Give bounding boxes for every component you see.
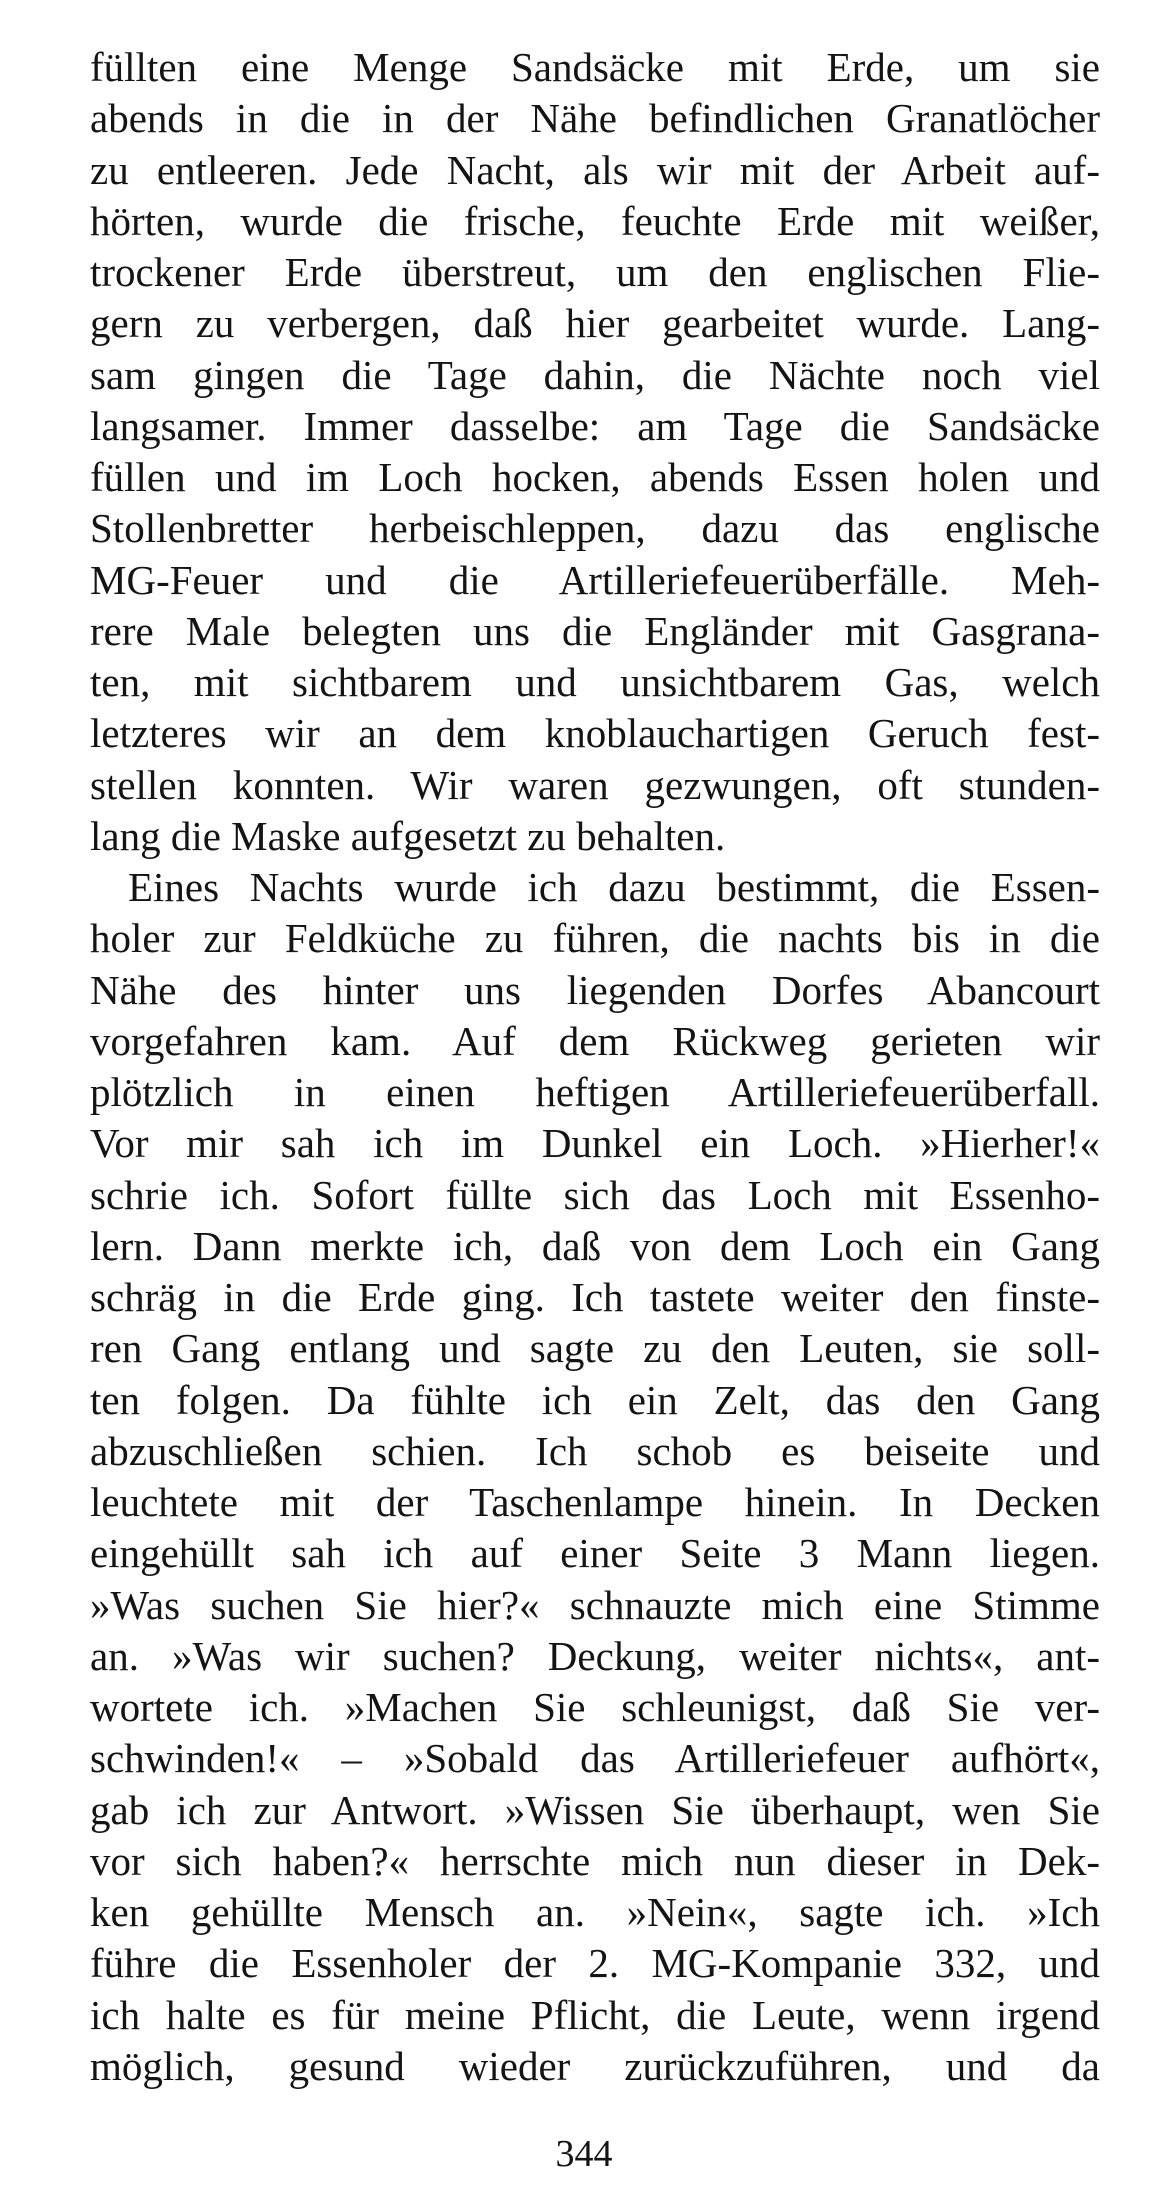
text-line: leuchtete mit der Taschenlampe hinein. In Decken xyxy=(90,1479,1100,1525)
text-line: Nähe des hinter uns liegenden Dorfes Abancourt xyxy=(90,966,1100,1013)
text-line: holer zur Feldküche zu führen, die nachts bis in die xyxy=(90,915,1100,962)
text-line: hörten, wurde die frische, feuchte Erde mit weißer, xyxy=(90,197,1100,244)
text-line: stellen konnten. Wir waren gezwungen, oft stunden- xyxy=(90,761,1100,808)
body-text xyxy=(90,42,1100,2092)
text-line: ren Gang entlang und sagte zu den Leuten, sie soll- xyxy=(90,1325,1100,1372)
text-line: führe die Essenholer der 2. MG-Kompanie 332, und xyxy=(90,1940,1100,1987)
text-line: trockener Erde überstreut, um den englischen Flie- xyxy=(90,249,1100,295)
text-line: schrie ich. Sofort füllte sich das Loch mit Essenho- xyxy=(90,1171,1100,1218)
text-line: vorgefahren kam. Auf dem Rückweg gerieten wir xyxy=(90,1017,1100,1064)
text-line: schräg in die Erde ging. Ich tastete weiter den finste- xyxy=(90,1274,1100,1320)
text-line: zu entleeren. Jede Nacht, als wir mit der Arbeit auf- xyxy=(90,146,1100,193)
text-line: rere Male belegten uns die Engländer mit Gasgrana- xyxy=(90,607,1100,654)
text-line: letzteres wir an dem knoblauchartigen Geruch fest- xyxy=(90,710,1100,757)
text-line: schwinden!« – »Sobald das Artilleriefeuer aufhört«, xyxy=(90,1735,1100,1782)
text-line: ten, mit sichtbarem und unsichtbarem Gas, welch xyxy=(90,659,1100,705)
text-line: füllten eine Menge Sandsäcke mit Erde, um sie xyxy=(90,44,1100,90)
text-line: »Was suchen Sie hier?« schnauzte mich eine Stimme xyxy=(90,1581,1100,1628)
text-line: Stollenbretter herbeischleppen, dazu das englische xyxy=(90,505,1100,552)
text-line: sam gingen die Tage dahin, die Nächte noch viel xyxy=(90,351,1100,398)
text-line: lang die Maske aufgesetzt zu behalten. xyxy=(90,812,726,859)
text-line: wortete ich. »Machen Sie schleunigst, daß Sie ver- xyxy=(90,1684,1100,1730)
text-line: an. »Was wir suchen? Deckung, weiter nichts«, ant- xyxy=(90,1632,1100,1679)
text-line: Vor mir sah ich im Dunkel ein Loch. »Hierher!« xyxy=(90,1120,1100,1167)
text-line: plötzlich in einen heftigen Artilleriefeuerüberfall. xyxy=(90,1069,1100,1115)
text-line: ten folgen. Da fühlte ich ein Zelt, das den Gang xyxy=(90,1376,1100,1423)
paragraph xyxy=(90,42,1100,862)
text-line: ich halte es für meine Pflicht, die Leute, wenn irgend xyxy=(90,1991,1100,2038)
text-line: abzuschließen schien. Ich schob es beiseite und xyxy=(90,1427,1100,1474)
paragraph xyxy=(90,862,1100,2092)
text-line: gern zu verbergen, daß hier gearbeitet wurde. Lang- xyxy=(90,300,1100,347)
text-line: füllen und im Loch hocken, abends Essen holen und xyxy=(90,454,1100,500)
text-line: möglich, gesund wieder zurückzuführen, und da xyxy=(90,2042,1100,2089)
text-line: langsamer. Immer dasselbe: am Tage die Sandsäcke xyxy=(90,402,1100,449)
text-line: vor sich haben?« herrschte mich nun dieser in Dek- xyxy=(90,1837,1100,1884)
text-line: abends in die in der Nähe befindlichen Granatlöcher xyxy=(90,95,1100,142)
text-line: eingehüllt sah ich auf einer Seite 3 Mann liegen. xyxy=(90,1530,1100,1577)
text-line: MG-Feuer und die Artilleriefeuerüberfälle. Meh- xyxy=(90,556,1100,603)
text-line: gab ich zur Antwort. »Wissen Sie überhaupt, wen Sie xyxy=(90,1786,1100,1833)
text-line: ken gehüllte Mensch an. »Nein«, sagte ich. »Ich xyxy=(90,1889,1100,1935)
text-line: lern. Dann merkte ich, daß von dem Loch ein Gang xyxy=(90,1222,1100,1269)
page-number: 344 xyxy=(555,2133,613,2175)
text-line: Eines Nachts wurde ich dazu bestimmt, die Essen- xyxy=(128,864,1100,910)
